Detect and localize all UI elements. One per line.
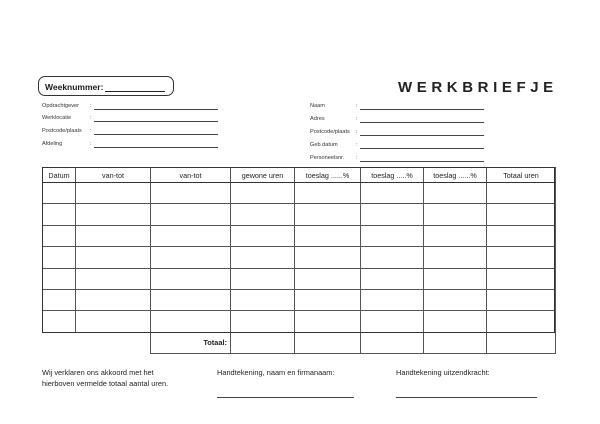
empty-cell — [43, 332, 76, 353]
table-cell[interactable] — [231, 311, 295, 332]
table-cell[interactable] — [361, 247, 424, 268]
col-header-datum: Datum — [43, 168, 76, 183]
table-cell[interactable] — [76, 311, 151, 332]
table-cell[interactable] — [424, 225, 487, 246]
table-cell[interactable] — [361, 311, 424, 332]
table-cell[interactable] — [151, 311, 231, 332]
field-label: Postcode/plaats — [310, 129, 350, 135]
field-label: Afdeling — [42, 141, 63, 147]
table-cell[interactable] — [76, 289, 151, 310]
hours-table — [42, 167, 556, 354]
week-number-label: Weeknummer: — [45, 82, 104, 92]
table-cell[interactable] — [295, 183, 361, 204]
field-label: Postcode/plaats — [42, 128, 82, 134]
table-cell[interactable] — [424, 311, 487, 332]
field-label: Adres — [310, 116, 325, 122]
table-cell[interactable] — [231, 289, 295, 310]
table-cell[interactable] — [43, 268, 76, 289]
table-row — [43, 311, 556, 332]
table-cell[interactable] — [43, 183, 76, 204]
total-toeslag-1-cell[interactable] — [295, 332, 361, 353]
table-header-row — [43, 168, 556, 183]
table-cell[interactable] — [487, 268, 556, 289]
field-label: Opdrachtgever — [42, 103, 80, 109]
field-colon: : — [356, 116, 358, 122]
agreement-line-1: Wij verklaren ons akkoord met het — [42, 368, 154, 377]
field-colon: : — [356, 142, 358, 148]
table-cell[interactable] — [361, 204, 424, 225]
table-cell[interactable] — [76, 183, 151, 204]
afdeling-input-line[interactable] — [94, 147, 218, 148]
table-cell[interactable] — [361, 225, 424, 246]
signature-company-line[interactable] — [217, 397, 354, 398]
table-cell[interactable] — [424, 183, 487, 204]
table-cell[interactable] — [151, 247, 231, 268]
table-cell[interactable] — [424, 204, 487, 225]
table-cell[interactable] — [231, 204, 295, 225]
col-header-toeslag-2: toeslag .....% — [361, 168, 424, 183]
table-cell[interactable] — [487, 204, 556, 225]
agreement-line-2: hierboven vermelde totaal aantal uren. — [42, 379, 169, 388]
col-header-toeslag-1: toeslag ......% — [295, 168, 361, 183]
field-colon: : — [356, 155, 358, 161]
table-cell[interactable] — [361, 268, 424, 289]
col-header-van-tot-2: van-tot — [151, 168, 231, 183]
week-number-box — [38, 76, 174, 96]
col-header-toeslag-3: toeslag ......% — [424, 168, 487, 183]
table-cell[interactable] — [424, 289, 487, 310]
geb-datum-input-line[interactable] — [360, 148, 484, 149]
table-cell[interactable] — [43, 311, 76, 332]
table-row — [43, 247, 556, 268]
total-gewone-uren-cell[interactable] — [231, 332, 295, 353]
table-cell[interactable] — [76, 268, 151, 289]
total-toeslag-2-cell[interactable] — [361, 332, 424, 353]
field-colon: : — [90, 115, 92, 121]
table-cell[interactable] — [295, 289, 361, 310]
field-colon: : — [356, 129, 358, 135]
table-row — [43, 289, 556, 310]
table-cell[interactable] — [76, 204, 151, 225]
table-cell[interactable] — [424, 247, 487, 268]
hours-table-wrap — [42, 167, 556, 354]
werklocatie-input-line[interactable] — [94, 121, 218, 122]
table-cell[interactable] — [295, 268, 361, 289]
signature-company-label: Handtekening, naam en firmanaam: — [217, 368, 335, 377]
field-label: Naam — [310, 103, 325, 109]
table-cell[interactable] — [231, 225, 295, 246]
signature-worker-label: Handtekening uitzendkracht: — [396, 368, 490, 377]
agreement-text — [42, 367, 168, 389]
personeelsnr-input-line[interactable] — [360, 161, 484, 162]
table-total-row — [43, 332, 556, 353]
table-cell[interactable] — [295, 247, 361, 268]
total-label: Totaal: — [151, 332, 231, 353]
field-colon: : — [90, 141, 92, 147]
table-cell[interactable] — [76, 225, 151, 246]
table-cell[interactable] — [151, 204, 231, 225]
table-cell[interactable] — [487, 225, 556, 246]
total-totaal-uren-cell[interactable] — [487, 332, 556, 353]
field-colon: : — [90, 128, 92, 134]
table-cell[interactable] — [43, 289, 76, 310]
col-header-van-tot-1: van-tot — [76, 168, 151, 183]
table-cell[interactable] — [43, 204, 76, 225]
table-row — [43, 225, 556, 246]
adres-input-line[interactable] — [360, 122, 484, 123]
col-header-totaal-uren: Totaal uren — [487, 168, 556, 183]
table-cell[interactable] — [151, 183, 231, 204]
postcode-plaats-right-input-line[interactable] — [360, 135, 484, 136]
table-row — [43, 268, 556, 289]
table-cell[interactable] — [487, 311, 556, 332]
table-cell[interactable] — [231, 247, 295, 268]
empty-cell — [76, 332, 151, 353]
table-row — [43, 204, 556, 225]
table-cell[interactable] — [487, 247, 556, 268]
table-cell[interactable] — [361, 289, 424, 310]
field-label: Personeelsnr. — [310, 155, 345, 161]
field-colon: : — [90, 103, 92, 109]
table-cell[interactable] — [231, 183, 295, 204]
postcode-plaats-input-line[interactable] — [94, 134, 218, 135]
table-cell[interactable] — [295, 225, 361, 246]
table-cell[interactable] — [424, 268, 487, 289]
col-header-gewone-uren: gewone uren — [231, 168, 295, 183]
form-title: WERKBRIEFJE — [398, 79, 558, 96]
opdrachtgever-input-line[interactable] — [94, 109, 218, 110]
table-cell[interactable] — [295, 311, 361, 332]
table-cell[interactable] — [361, 183, 424, 204]
total-toeslag-3-cell[interactable] — [424, 332, 487, 353]
table-row — [43, 183, 556, 204]
field-colon: : — [356, 103, 358, 109]
table-cell[interactable] — [487, 289, 556, 310]
field-label: Geb.datum — [310, 142, 338, 148]
table-cell[interactable] — [295, 204, 361, 225]
table-cell[interactable] — [76, 247, 151, 268]
table-cell[interactable] — [487, 183, 556, 204]
table-cell[interactable] — [151, 225, 231, 246]
table-cell[interactable] — [231, 268, 295, 289]
week-number-field[interactable] — [105, 83, 165, 92]
table-cell[interactable] — [43, 247, 76, 268]
table-cell[interactable] — [151, 289, 231, 310]
naam-input-line[interactable] — [360, 109, 484, 110]
field-label: Werklocatie — [42, 115, 72, 121]
table-cell[interactable] — [43, 225, 76, 246]
signature-worker-line[interactable] — [396, 397, 537, 398]
table-cell[interactable] — [151, 268, 231, 289]
